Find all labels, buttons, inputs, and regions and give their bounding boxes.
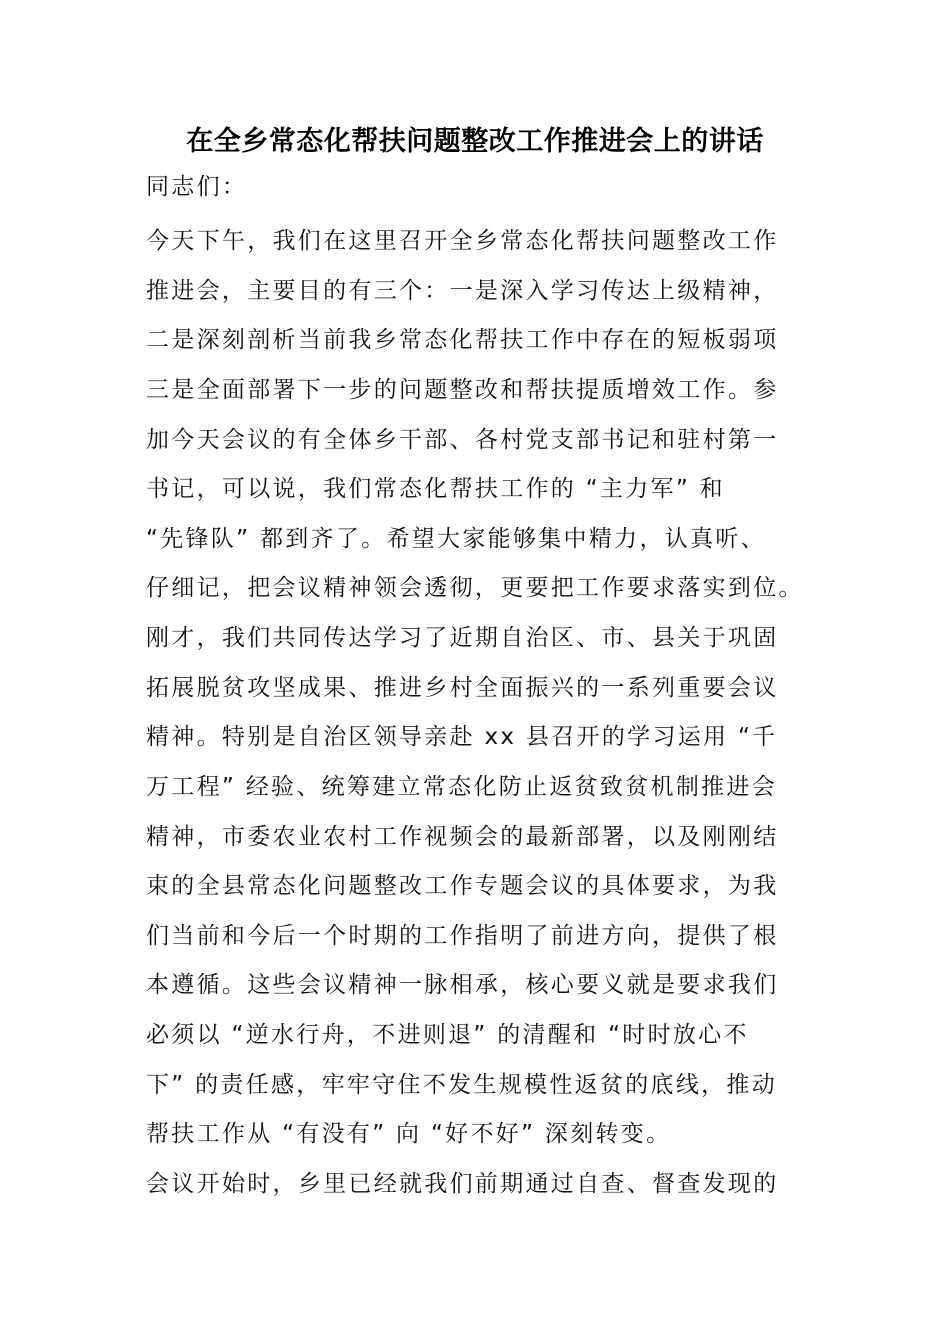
body-line: 本遵循。这些会议精神一脉相承，核心要义就是要求我们 — [146, 972, 779, 998]
body-line: 三是全面部署下一步的问题整改和帮扶提质增效工作。参 — [146, 377, 779, 403]
body-line: 书记，可以说，我们常态化帮扶工作的 “主力军” 和 — [146, 476, 725, 502]
salutation-line: 同志们： — [146, 174, 248, 200]
body-line: 万工程” 经验、统筹建立常态化防止返贫致贫机制推进会 — [146, 774, 778, 800]
body-line: 二是深刻剖析当前我乡常态化帮扶工作中存在的短板弱项 — [146, 327, 779, 353]
body-line: 帮扶工作从 “有没有” 向 “好不好” 深刻转变。 — [146, 1121, 672, 1147]
body-line: 加今天会议的有全体乡干部、各村党支部书记和驻村第一 — [146, 427, 779, 453]
document-title: 在全乡常态化帮扶问题整改工作推进会上的讲话 — [186, 126, 764, 157]
body-line: 们当前和今后一个时期的工作指明了前进方向，提供了根 — [146, 923, 779, 949]
body-line: 必须以 “逆水行舟，不进则退” 的清醒和 “时时放心不 — [146, 1022, 749, 1048]
body-line: 精神，市委农业农村工作视频会的最新部署，以及刚刚结 — [146, 824, 779, 850]
body-line: “先锋队” 都到齐了。希望大家能够集中精力，认真听、 — [146, 526, 766, 552]
body-line: 刚才，我们共同传达学习了近期自治区、市、县关于巩固 — [146, 625, 779, 651]
body-line: 拓展脱贫攻坚成果、推进乡村全面振兴的一系列重要会议 — [146, 675, 779, 701]
body-line: 下” 的责任感，牢牢守住不发生规模性返贫的底线，推动 — [146, 1072, 778, 1098]
body-line: 精神。特别是自治区领导亲赴 xx 县召开的学习运用 “千 — [146, 724, 778, 750]
body-line: 会议开始时，乡里已经就我们前期通过自查、督查发现的 — [146, 1171, 779, 1197]
body-line: 今天下午，我们在这里召开全乡常态化帮扶问题整改工作 — [146, 228, 779, 254]
body-line: 推进会，主要目的有三个：一是深入学习传达上级精神， — [146, 278, 779, 304]
body-line: 束的全县常态化问题整改工作专题会议的具体要求，为我 — [146, 873, 779, 899]
body-line: 仔细记，把会议精神领会透彻，更要把工作要求落实到位。 — [146, 575, 804, 601]
